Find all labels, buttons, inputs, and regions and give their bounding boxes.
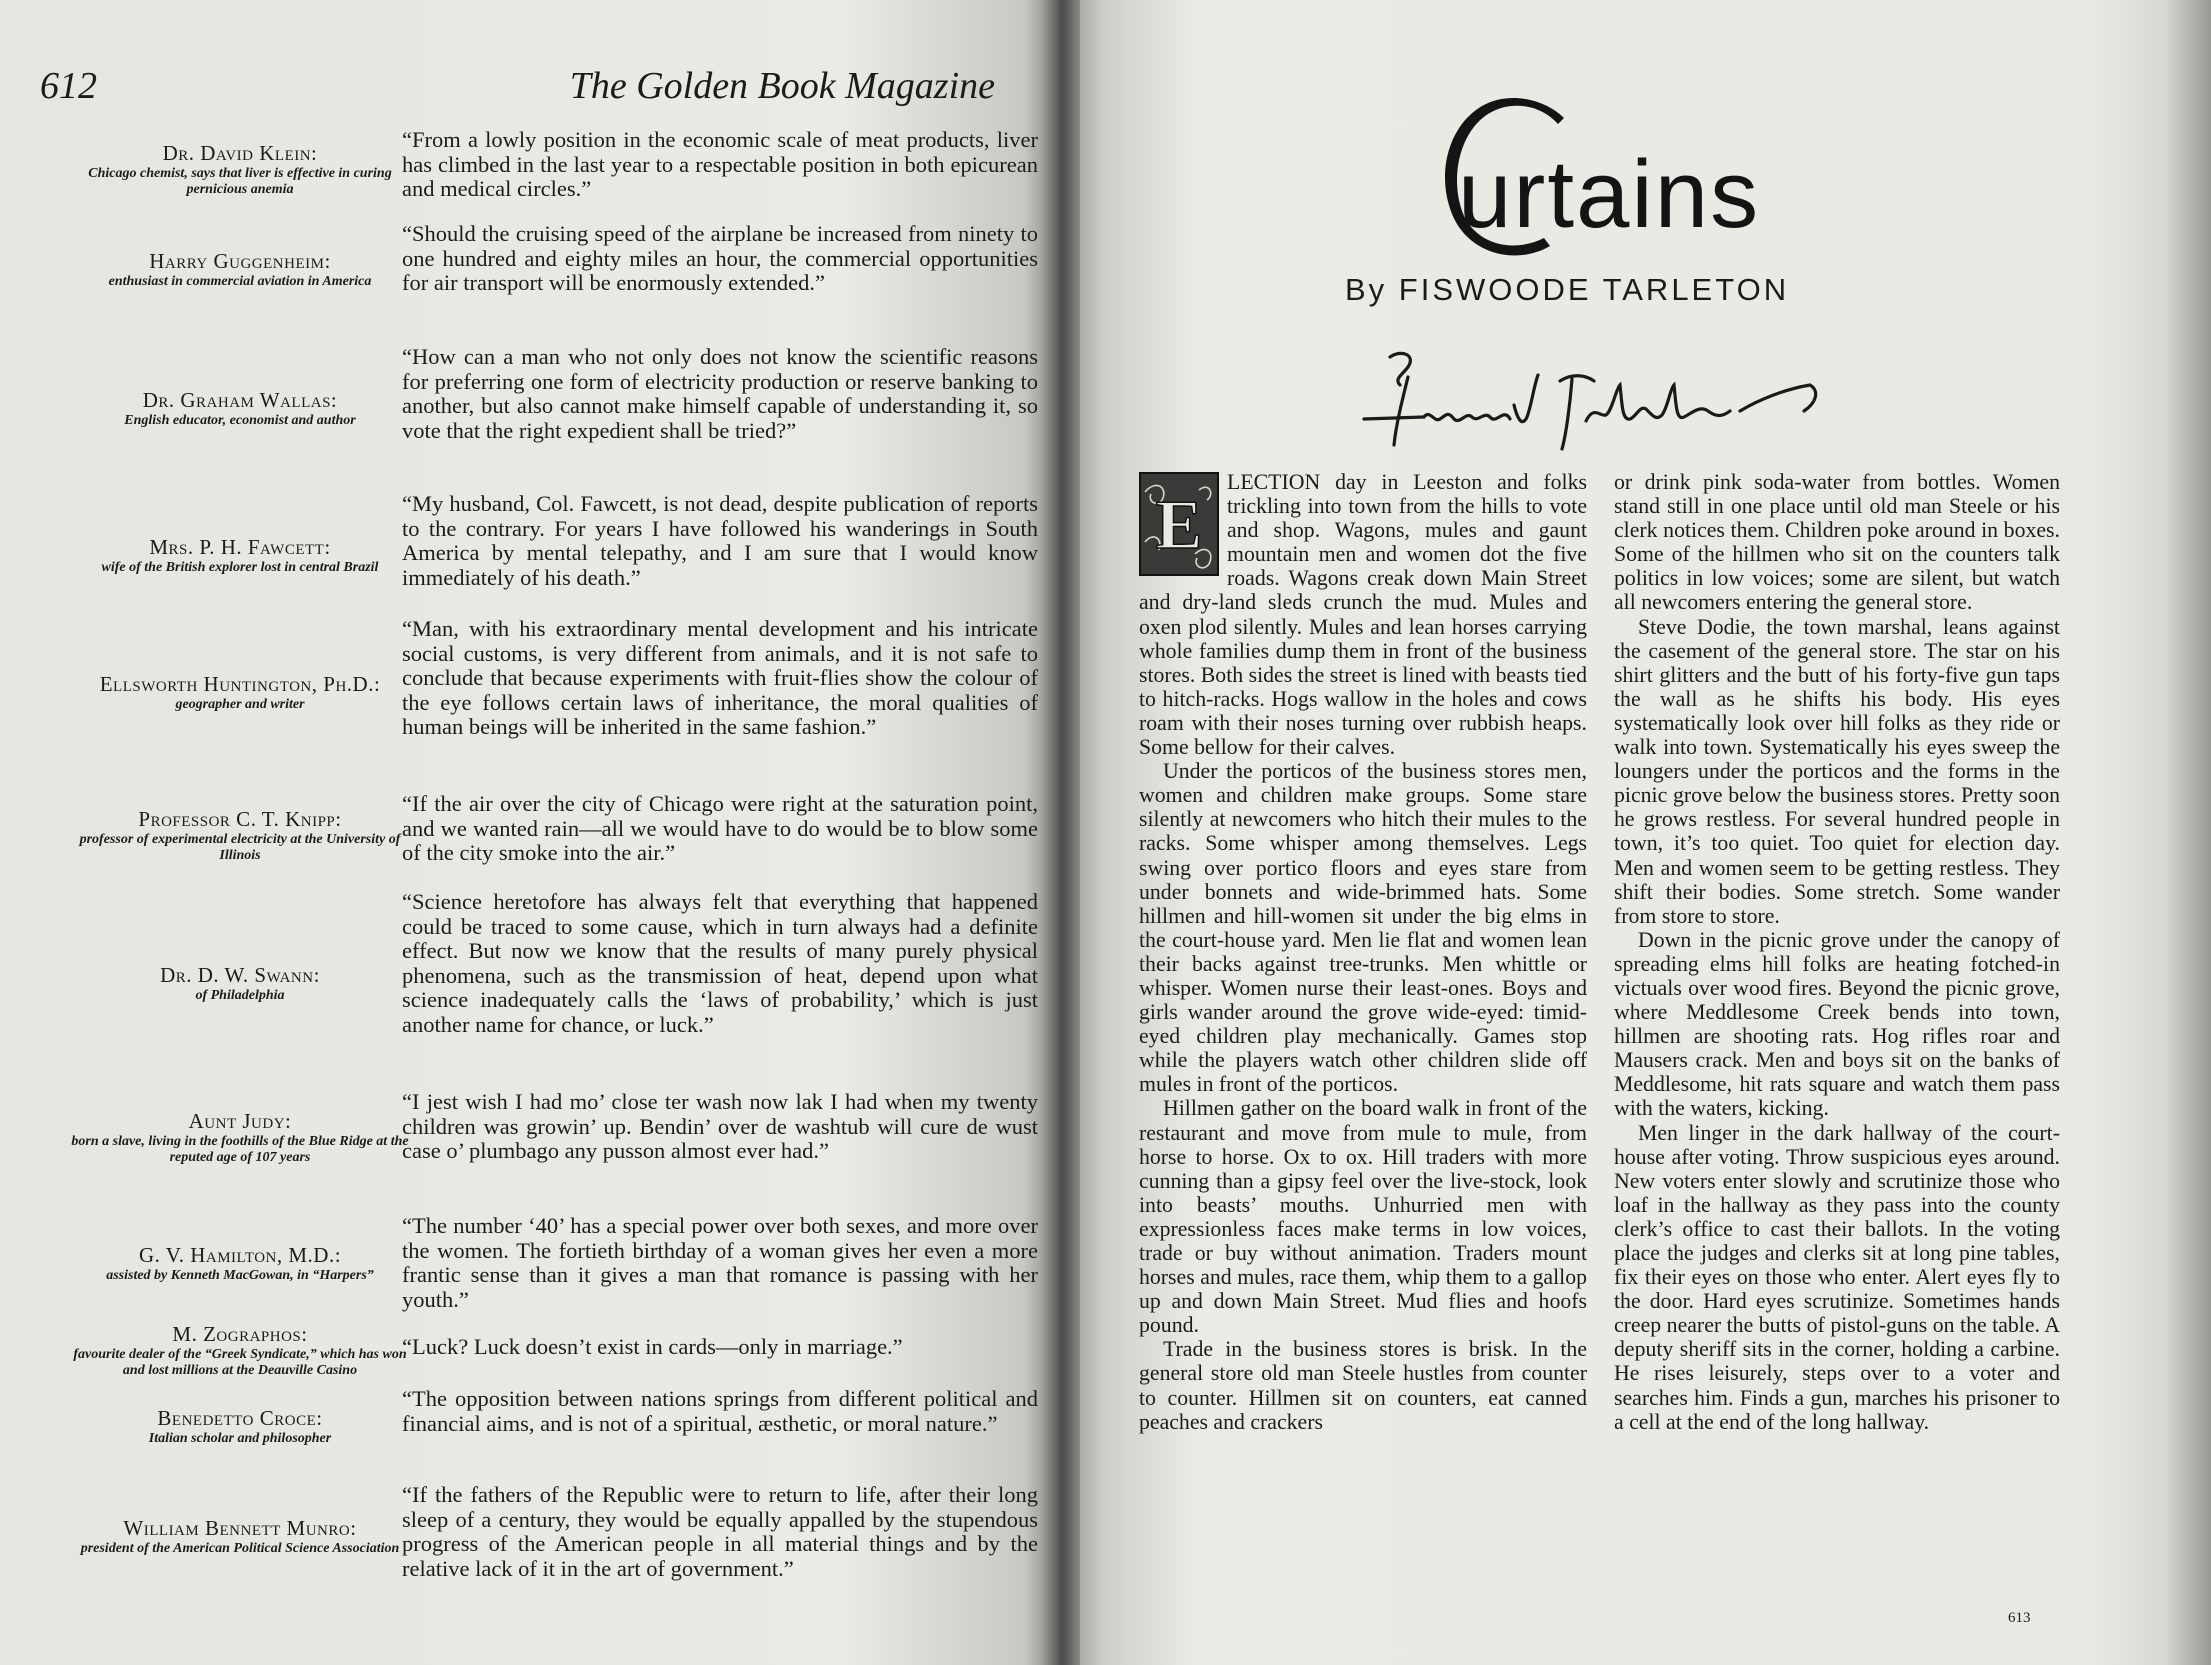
quote-text: “How can a man who not only does not know the scientific reasons for preferring one form of electricity production or reserve banking to another, but also cannot make himself capable of understanding it, so vote that the right expedient shall be tried?” (402, 344, 1038, 443)
byline: By FISWOODE TARLETON (1345, 272, 1790, 307)
magazine-title: The Golden Book Magazine (569, 65, 995, 107)
paragraph: Hillmen gather on the board walk in front of the restaurant and move from mule to mule, from horse to horse. Ox to ox. Hill traders with more cunning than a gipsy feel over the live-stock, look into beasts’ mouths. Unhurried men with expressionless faces make terms in low voices, trade or buy without animation. Traders mount horses and mules, race them, whip them to a gallop up and down Main Street. Mud flies and hoofs pound. (1139, 1096, 1587, 1338)
speaker-description: Italian scholar and philosopher (148, 1431, 332, 1446)
show-through-text (1150, 64, 1159, 106)
author-signature (1350, 345, 1860, 455)
quote-text: “Should the cruising speed of the airplane be increased from ninety to one hundred and eighty miles an hour, the commercial opportunities for air transport will be enormously extended.” (402, 221, 1038, 296)
paragraph-text: LECTION day in Leeston and folks trickling into town from the hills to vote and shop. Wagons, mules and gaunt mountain men and women dot the five roads. Wagons creak down Main Street and dry-land sleds crunch the mud. Mules and oxen plod silently. Mules and lean horses carrying whole families dump them in front of the business stores. Both sides the street is lined with beasts tied to hitch-racks. Hogs wallow in the holes and cows roam with their noses turning over rubbish heaps. Some bellow for their calves. (1139, 470, 1587, 760)
speaker-name: Dr. David Klein: (162, 141, 318, 165)
page-number: 612 (40, 65, 97, 107)
speaker-description: of Philadelphia (195, 988, 285, 1003)
article-title (1420, 140, 1760, 250)
page-number-right: 613 (2008, 1610, 2031, 1626)
speaker-name: M. Zographos: (172, 1322, 308, 1346)
drop-cap-letter: E (1155, 487, 1203, 564)
speaker-description: enthusiast in commercial aviation in America (108, 274, 372, 289)
article-column-2 (1614, 470, 2060, 1434)
speaker-description: wife of the British explorer lost in central Brazil (101, 560, 379, 575)
speaker-description: born a slave, living in the foothills of the Blue Ridge at the reputed age of 107 years (71, 1134, 409, 1165)
paragraph: Men linger in the dark hallway of the court-house after voting. Throw suspicious eyes around. New voters enter slowly and scrutinize those who loaf in the hallway as they pass into the county clerk’s office to cast their ballots. In the voting place the judges and clerks sit at long pine tables, fix their eyes on those who enter. Alert eyes fly to the door. Hard eyes scrutinize. Sometimes hands creep nearer the butts of pistol-guns on the table. A deputy sheriff sits in the corner, holding a carbine. He rises leisurely, steps over to a voter and searches him. Finds a gun, marches his prisoner to a cell at the end of the long hallway. (1614, 1120, 2060, 1434)
speaker-description: assisted by Kenneth MacGowan, in “Harpers” (106, 1268, 374, 1283)
speaker-name: Harry Guggenheim: (149, 249, 331, 273)
paragraph: Trade in the business stores is brisk. In the general store old man Steele hustles from counter to counter. Hillmen sit on counters, eat canned peaches and crackers (1139, 1337, 1587, 1434)
paragraph: Under the porticos of the business stores men, women and children make groups. Some stare silently at newcomers who hitch their mules to the racks. Some whisper among themselves. Legs swing over portico floors and eyes stare from under bonnets and wide-brimmed hats. Some hillmen and hill-women sit under the big elms in the court-house yard. Men lie flat and women lean their backs against tree-trunks. Men whittle or whisper. Women nurse their least-ones. Boys and girls wander around the grove wide-eyed: timid-eyed children play mechanically. Games stop while the players watch other children slide off mules in front of the porticos. (1139, 759, 1587, 1097)
quote-text: “Luck? Luck doesn’t exist in cards—only in marriage.” (402, 1334, 903, 1359)
paragraph: Down in the picnic grove under the canopy of spreading elms hill folks are heating fotched-in victuals over wood fires. Beyond the picnic grove, where Meddlesome Creek bends into town, hillmen are shooting rats. Hog rifles roar and Mausers crack. Men and boys sit on the banks of Meddlesome, hit rats square and watch them pass with the waters, kicking. (1614, 927, 2060, 1121)
speaker-description: favourite dealer of the “Greek Syndicate,” which has won and lost millions at the Deauville Casino (73, 1347, 407, 1378)
speaker-name: William Bennett Munro: (123, 1516, 357, 1540)
quote-text: “From a lowly position in the economic scale of meat products, liver has climbed in the last year to a respectable position in both epicurean and medical circles.” (402, 127, 1038, 202)
speaker-name: Aunt Judy: (188, 1109, 292, 1133)
speaker-name: Professor C. T. Knipp: (138, 807, 342, 831)
quote-text: “The opposition between nations springs from different political and financial aims, and is not of a spiritual, æsthetic, or moral nature.” (402, 1386, 1038, 1436)
quote-text: “If the air over the city of Chicago were right at the saturation point, and we wanted rain—all we would have to do would be to blow some of the city smoke into the air.” (402, 791, 1038, 866)
speaker-description: geographer and writer (175, 697, 305, 712)
speaker-name: Dr. Graham Wallas: (142, 388, 338, 412)
paragraph: Steve Dodie, the town marshal, leans against the casement of the general store. The star on his shirt glitters and the butt of his forty-five gun taps the wall as he shifts his body. His eyes systematically look over hill folks as they ride or walk into town. Systematically his eyes sweep the loungers under the porticos and the forms in the picnic grove below the business stores. Pretty soon he grows restless. For several hundred people in town, it’s too quiet. Too quiet for election day. Men and women seem to be getting restless. They shift their bodies. Some stretch. Some wander from store to store. (1614, 614, 2060, 928)
speaker-description: Chicago chemist, says that liver is effective in curing pernicious anemia (88, 166, 392, 197)
quote-text: “If the fathers of the Republic were to return to life, after their long sleep of a century, they would be equally appalled by the stupendous progress of the American people in all material things and by the relative lack of it in the art of government.” (402, 1482, 1038, 1581)
title-rest: urtains (1458, 141, 1761, 248)
quote-text: “The number ‘40’ has a special power over both sexes, and more over the women. The fortieth birthday of a woman gives her even a more frantic sense than it gives a man that romance is passing with her youth.” (402, 1213, 1038, 1312)
speaker-name: G. V. Hamilton, M.D.: (138, 1243, 342, 1267)
quote-text: “My husband, Col. Fawcett, is not dead, despite publication of reports to the contrary. For years I have followed his wanderings in South America by mental telepathy, and I am sure that I would know immediately of his death.” (402, 491, 1038, 590)
speaker-description: English educator, economist and author (124, 413, 356, 428)
speaker-name: Benedetto Croce: (157, 1406, 323, 1430)
speaker-description: president of the American Political Science Association (80, 1541, 400, 1556)
paragraph (1139, 470, 1587, 759)
speaker-name: Mrs. P. H. Fawcett: (149, 535, 331, 559)
ornamental-drop-cap (1139, 472, 1219, 576)
quote-text: “I jest wish I had mo’ close ter wash now lak I had when my twenty children was growin’ up. Bendin’ over de washtub will cure de wust case o’ plumbago any pusson almost ever had.” (402, 1089, 1038, 1164)
quote-text: “Science heretofore has always felt that everything that happened could be traced to some cause, which in turn always had a definite effect. But now we know that the results of many purely physical phenomena, such as the transmission of heat, depend upon what science inadequately calls the ‘laws of probability,’ which is just another name for chance, or luck.” (402, 889, 1038, 1037)
speaker-name: Ellsworth Huntington, Ph.D.: (99, 672, 381, 696)
quote-text: “Man, with his extraordinary mental development and his intricate social customs, is very different from animals, and it is not safe to conclude that because experiments with fruit-flies show the colour of the eye follows certain laws of inheritance, the moral qualities of human beings will be inherited in the same fashion.” (402, 616, 1038, 740)
speaker-description: professor of experimental electricity at the University of Illinois (79, 832, 401, 863)
speaker-name: Dr. D. W. Swann: (160, 963, 320, 987)
article-column-1 (1139, 470, 1587, 1434)
book-gutter (1040, 0, 1080, 1665)
running-head (40, 64, 995, 114)
paragraph: or drink pink soda-water from bottles. Women stand still in one place until old man Steele or his clerk notices them. Children poke around in boxes. Some of the hillmen who sit on the counters talk politics in low voices; some are silent, but watch all newcomers entering the general store. (1614, 470, 2060, 615)
